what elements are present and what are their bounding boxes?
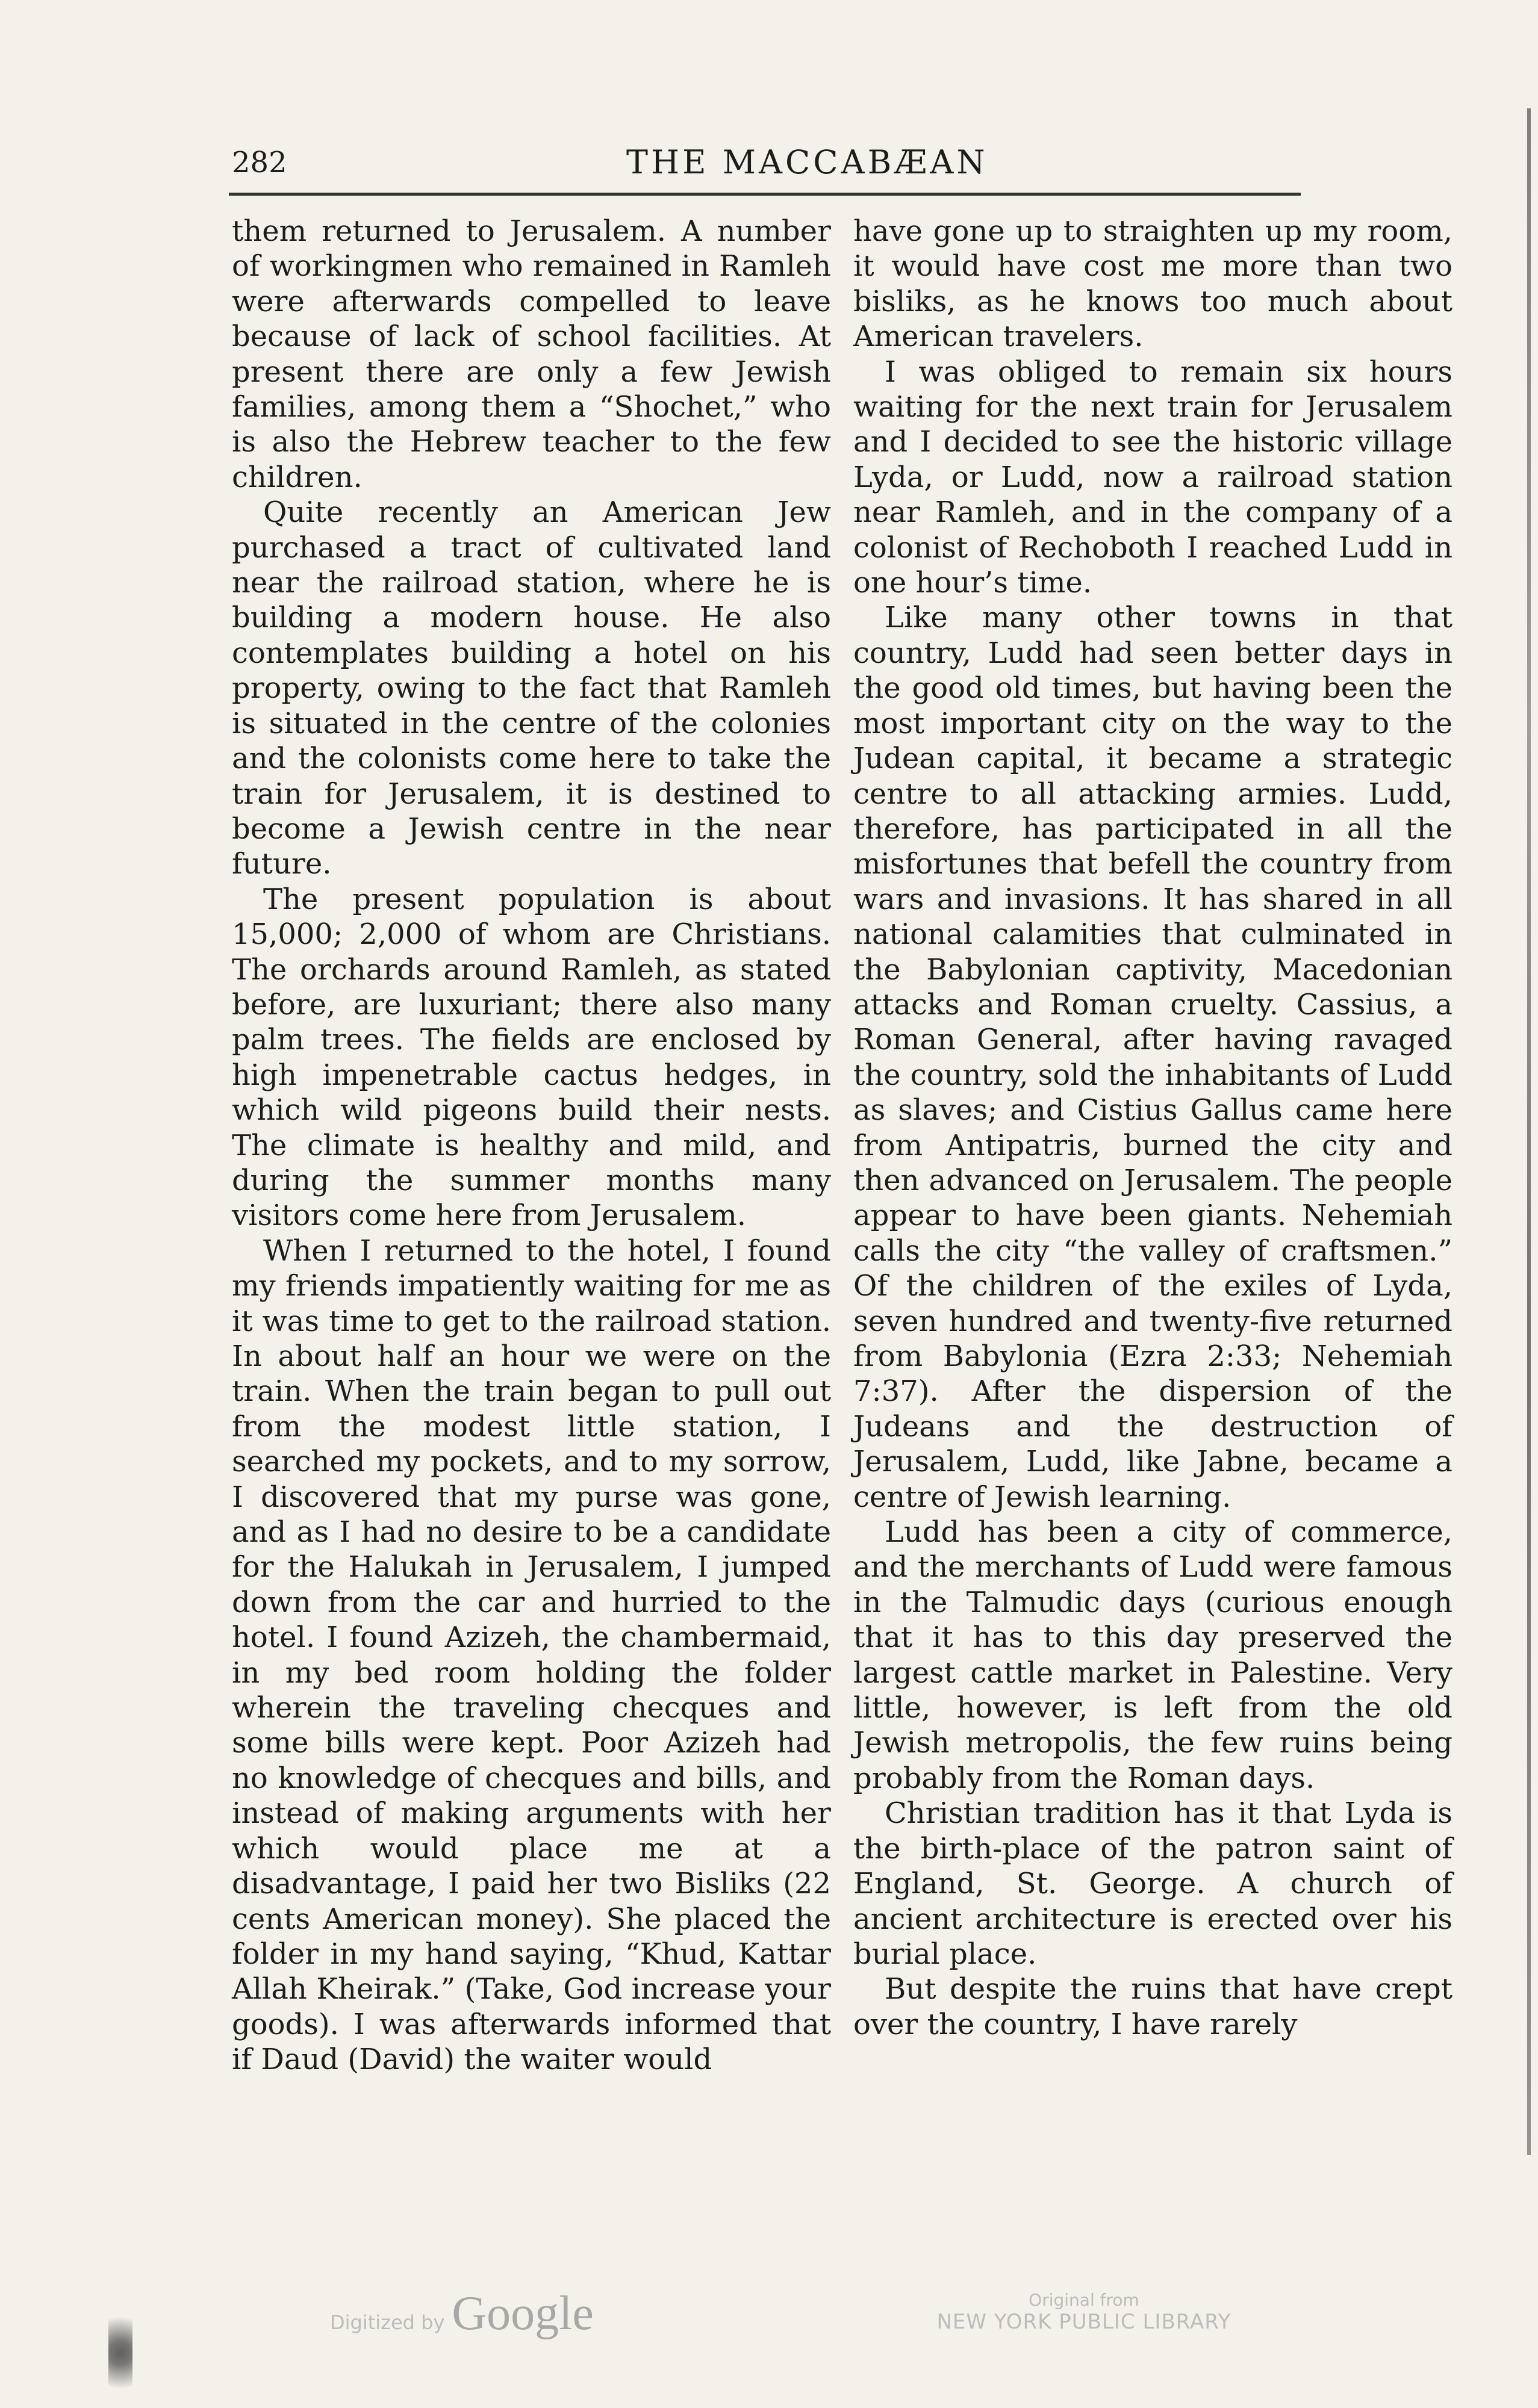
google-logo: Google bbox=[452, 2287, 594, 2340]
left-column bbox=[232, 214, 831, 2078]
scan-corner-mark bbox=[108, 2288, 132, 2396]
paragraph: But despite the ruins that have crept over the country, I have rarely bbox=[853, 1972, 1452, 2041]
paragraph: I was obliged to remain six hours waiting for the next train for Jerusalem and I decided to see the historic village Lyda, or Ludd, now a railroad station near Ramleh, and in the company of a colonist of Rechoboth I reached Ludd in one hour’s time. bbox=[853, 355, 1452, 600]
header-rule bbox=[229, 193, 1301, 196]
digitized-by-label bbox=[330, 2286, 594, 2341]
right-column bbox=[853, 214, 1452, 2042]
running-head: THE MACCABÆAN bbox=[626, 143, 988, 181]
paragraph: Like many other towns in that country, Ludd had seen better days in the good old times, but having been the most important city on the way to the Judean capital, it became a strategic centre to all attacking armies. Ludd, therefore, has participated in all the misfortunes that befell the country from wars and invasions. It has shared in all national calamities that culminated in the Babylonian captivity, Macedonian attacks and Roman cruelty. Cassius, a Roman General, after having ravaged the country, sold the inhabitants of Ludd as slaves; and Cistius Gallus came here from Antipatris, burned the city and then advanced on Jerusalem. The people appear to have been giants. Nehemiah calls the city “the valley of craftsmen.” Of the children of the exiles of Lyda, seven hundred and twenty-five returned from Babylonia (Ezra 2:33; Nehemiah 7:37). After the dispersion of the Judeans and the destruction of Jerusalem, Ludd, like Jabne, became a centre of Jewish learning. bbox=[853, 601, 1452, 1514]
paragraph: The present population is about 15,000; 2,000 of whom are Christians. The orchards around Ramleh, as stated before, are luxuriant; there also many palm trees. The fields are enclosed by high impenetrable cactus hedges, in which wild pigeons build their nests. The climate is healthy and mild, and during the summer months many visitors come here from Jerusalem. bbox=[232, 882, 831, 1233]
paragraph: Christian tradition has it that Lyda is the birth-place of the patron saint of England, St. George. A church of ancient architecture is erected over his burial place. bbox=[853, 1796, 1452, 1971]
library-attribution bbox=[933, 2290, 1234, 2334]
original-from-label: Original from bbox=[1029, 2290, 1139, 2310]
paragraph: When I returned to the hotel, I found my friends impatiently waiting for me as it was time to get to the railroad station. In about half an hour we were on the train. When the train began to pull out from the modest little station, I searched my pockets, and to my sorrow, I discovered that my purse was gone, and as I had no desire to be a candidate for the Halukah in Jerusalem, I jumped down from the car and hurried to the hotel. I found Azizeh, the chambermaid, in my bed room holding the folder wherein the traveling checques and some bills were kept. Poor Azizeh had no knowledge of checques and bills, and instead of making arguments with her which would place me at a disadvantage, I paid her two Bisliks (22 cents American money). She placed the folder in my hand saying, “Khud, Kattar Allah Kheirak.” (Take, God increase your goods). I was afterwards informed that if Daud (David) the waiter would bbox=[232, 1233, 831, 2077]
paragraph: Ludd has been a city of commerce, and the merchants of Ludd were famous in the Talmudic days (curious enough that it has to this day preserved the largest cattle market in Palestine. Very little, however, is left from the old Jewish metropolis, the few ruins being probably from the Roman days. bbox=[853, 1515, 1452, 1795]
page-number: 282 bbox=[232, 146, 287, 179]
digitized-prefix: Digitized by bbox=[330, 2311, 445, 2334]
paragraph: Quite recently an American Jew purchased a tract of cultivated land near the railroad station, where he is building a modern house. He also contemplates building a hotel on his property, owing to the fact that Ramleh is situated in the centre of the colonies and the colonists come here to take the train for Jerusalem, it is destined to become a Jewish centre in the near future. bbox=[232, 495, 831, 881]
paragraph: them returned to Jerusalem. A number of workingmen who remained in Ramleh were afterwards compelled to leave because of lack of school facilities. At present there are only a few Jewish families, among them a “Shochet,” who is also the Hebrew teacher to the few children. bbox=[232, 214, 831, 494]
page-edge-mark bbox=[1527, 108, 1531, 2155]
library-name: NEW YORK PUBLIC LIBRARY bbox=[936, 2310, 1231, 2334]
paragraph: have gone up to straighten up my room, it would have cost me more than two bisliks, as he knows too much about American travelers. bbox=[853, 214, 1452, 354]
